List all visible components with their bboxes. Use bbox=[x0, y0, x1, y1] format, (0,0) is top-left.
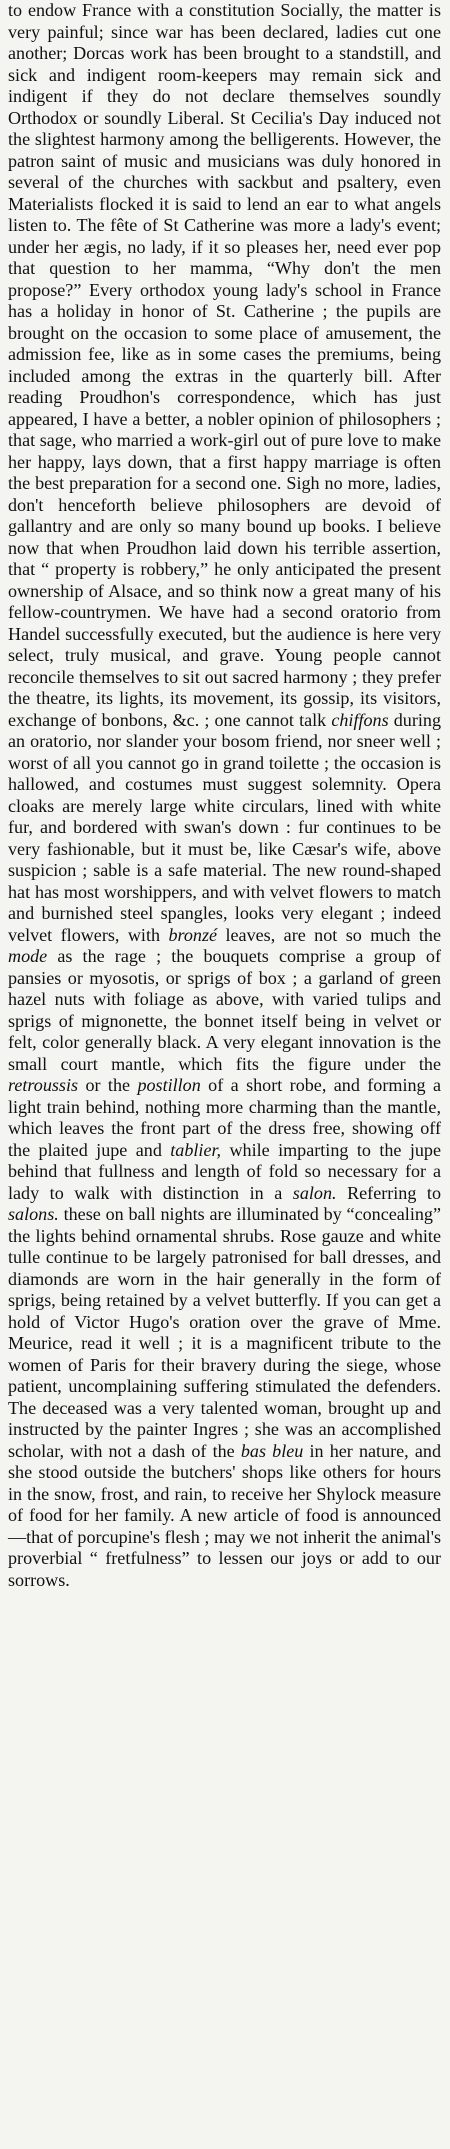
italic-phrase: chiffons bbox=[331, 709, 389, 730]
italic-phrase: postillon bbox=[137, 1075, 201, 1095]
text-run: in her nature, and she stood outside the butchers' shops like others for hours in the snow, frost, and rain, to receive her Shylock measure of food for her family. A new article of food is announced—that of porcupine's flesh ; may we not inherit the animal's proverbial “ fretfulness” to lessen our joys or add to our sorrows. bbox=[8, 1440, 441, 1590]
text-run: while imparting to the jupe behind that fullness and length of fold so necessary for a lady to walk with distinction in a bbox=[8, 1139, 441, 1203]
italic-phrase: bas bleu bbox=[240, 1440, 304, 1461]
text-run: leaves, are not so much the bbox=[217, 924, 441, 945]
text-run: to endow France with a constitution Socially, the matter is very painful; since war has been declared, ladies cut one another; Dorcas work has been brought to a standstill, and sick and indigent room-keepers may remain sick and indigent if they do not declare themselves soundly Orthodox or soundly Liberal. St Cecilia's Day induced not the slightest harmony among the belligerents. However, the patron saint of music and musicians was duly honored in several of the churches with sackbut and psaltery, even Materialists flocked it is said to lend an ear to what angels listen to. The fête of St Catherine was more a lady's event; under her ægis, no lady, if it so pleases her, need ever pop that question to her mamma, “Why don't the men propose?” Every orthodox young lady's school in France has a holiday in honor of St. Catherine ; the pupils are brought on the occasion to some place of amusement, the admission fee, like as in some cases the premiums, being included among the extras in the quarterly bill. After reading Proudhon's correspondence, which has just appeared, I have a better, a nobler opinion of philosophers ; that sage, who married a work-girl out of pure love to make her happy, lays down, that a first happy marriage is often the best preparation for a second one. Sigh no more, ladies, don't henceforth believe philosophers are devoid of gallantry and are only so many bound up books. I believe now that when Proudhon laid down his terrible assertion, that “ property is robbery,” he only anticipated the present ownership of Alsace, and so think now a great many of his fellow-countrymen. We have had a second oratorio from Handel successfully executed, but the audience is here very select, truly musical, and grave. Young people cannot reconcile themselves to sit out sacred harmony ; they prefer the theatre, its lights, its movement, its gossip, its visitors, exchange of bonbons, &c. ; one cannot talk bbox=[8, 0, 441, 730]
italic-phrase: salons. bbox=[8, 1204, 59, 1224]
text-run: of a short robe, and forming a light train behind, nothing more charming than the mantle, which leaves the front part of the dress free, showing off the plaited jupe and bbox=[8, 1075, 442, 1160]
italic-phrase: tablier, bbox=[170, 1139, 222, 1160]
text-run: during an oratorio, nor slander your bosom friend, nor sneer well ; worst of all you cannot go in grand toilette ; the occasion is hallowed, and costumes must suggest solemnity. Opera cloaks are merely large white circulars, lined with white fur, and bordered with swan's down : fur continues to be very fashionable, but it must be, like Cæsar's wife, above suspicion ; sable is a safe material. The new round-shaped hat has most worshippers, and with velvet flowers to match and burnished steel spangles, looks very elegant ; indeed velvet flowers, with bbox=[8, 709, 442, 945]
text-run: as the rage ; the bouquets comprise a group of pansies or myosotis, or sprigs of box ; a garland of green hazel nuts with foliage as above, with varied tulips and sprigs of mignonette, the bonnet itself being in velvet or felt, color generally black. A very elegant innovation is the small court mantle, which fits the figure under the bbox=[8, 946, 441, 1074]
italic-phrase: bronzé bbox=[168, 924, 218, 945]
text-run: Referring to bbox=[336, 1182, 441, 1203]
article-paragraph bbox=[8, 0, 441, 1591]
italic-phrase: retroussis bbox=[8, 1075, 79, 1095]
italic-phrase: mode bbox=[8, 946, 48, 966]
text-run: or the bbox=[78, 1075, 138, 1095]
text-run: these on ball nights are illuminated by “concealing” the lights behind ornamental shrubs. Rose gauze and white tulle continue to be largely patronised for ball dresses, and diamonds are worn in the hair generally in the form of sprigs, being retained by a velvet butterfly. If you can get a hold of Victor Hugo's oration over the grave of Mme. Meurice, read it well ; it is a magnificent tribute to the women of Paris for their bravery during the siege, whose patient, uncomplaining suffering stimulated the defenders. The deceased was a very talented woman, brought up and instructed by the painter Ingres ; she was an accomplished scholar, with not a dash of the bbox=[8, 1204, 441, 1461]
italic-phrase: salon. bbox=[292, 1182, 337, 1203]
